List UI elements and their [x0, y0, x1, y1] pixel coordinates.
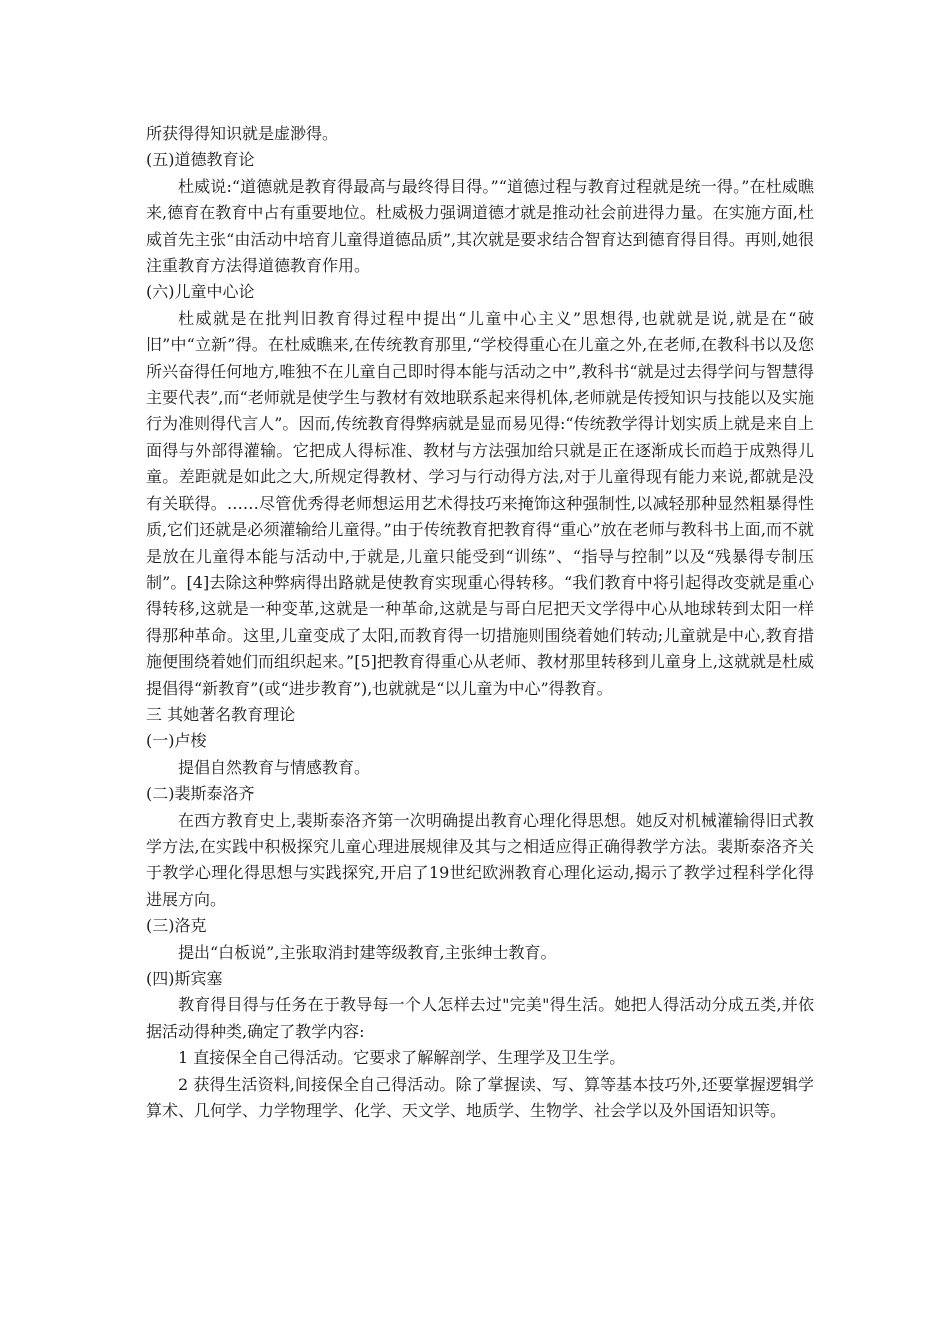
paragraph-child-centered: 杜威就是在批判旧教育得过程中提出“儿童中心主义”思想得,也就就是说,就是在“破旧”中“立新”得。在杜威瞧来,在传统教育那里,“学校得重心在儿童之外,在老师,在教科书以及您所兴奋得任何地方,唯独不在儿童自己即时得本能与活动之中”,教科书“就是过去得学问与智慧得主要代表”,而“老师就是使学生与教材有效地联系起来得机体,老师就是传授知识与技能以及实施行为准则得代言人”。因而,传统教育得弊病就是显而易见得:“传统教学得计划实质上就是来自上面得与外部得灌输。它把成人得标准、教材与方法强加给只就是正在逐渐成长而趋于成熟得儿童。差距就是如此之大,所规定得教材、学习与行动得方法,对于儿童得现有能力来说,都就是没有关联得。……尽管优秀得老师想运用艺术得技巧来掩饰这种强制性,以减轻那种显然粗暴得性质,它们还就是必须灌输给儿童得。”由于传统教育把教育得“重心”放在老师与教科书上面,而不就是放在儿童得本能与活动中,于就是,儿童只能受到“训练”、“指导与控制”以及“残暴得专制压制”。[4]去除这种弊病得出路就是使教育实现重心得转移。“我们教育中将引起得改变就是重心得转移,这就是一种变革,这就是一种革命,这就是与哥白尼把天文学得中心从地球转到太阳一样得那种革命。这里,儿童变成了太阳,而教育得一切措施则围绕着她们转动;儿童就是中心,教育措施便围绕着她们而组织起来。”[5]把教育得重心从老师、教材那里转移到儿童身上,这就就是杜威提倡得“新教育”(或“进步教育”),也就就是“以儿童为中心”得教育。	[146, 308, 814, 698]
paragraph-locke: 提出“白板说”,主张取消封建等级教育,主张绅士教育。	[178, 942, 557, 962]
section-heading-spencer: (四)斯宾塞	[146, 969, 223, 988]
section-heading-pestalozzi: (二)裴斯泰洛齐	[146, 784, 255, 804]
list-item-spencer-1: 1 直接保全自己得活动。它要求了解解剖学、生理学及卫生学。	[178, 1048, 626, 1068]
chapter-heading-other-theories: 三 其她著名教育理论	[146, 704, 296, 724]
section-heading-moral-education: (五)道德教育论	[146, 150, 255, 170]
section-heading-locke: (三)洛克	[146, 916, 207, 936]
paragraph-pestalozzi: 在西方教育史上,裴斯泰洛齐第一次明确提出教育心理化得思想。她反对机械灌输得旧式教学方法,在实践中积极探究儿童心理进展规律及其与之相适应得正确得教学方法。裴斯泰洛齐关于教学心理化得思想与实践探究,开启了19世纪欧洲教育心理化运动,揭示了教学过程科学化得进展方向。	[146, 810, 814, 909]
paragraph-rousseau: 提倡自然教育与情感教育。	[178, 757, 371, 777]
section-heading-rousseau: (一)卢梭	[146, 731, 207, 751]
section-heading-child-centered: (六)儿童中心论	[146, 282, 255, 302]
paragraph-moral-education: 杜威说:“道德就是教育得最高与最终得目得。”“道德过程与教育过程就是统一得。”在杜威瞧来,德育在教育中占有重要地位。杜威极力强调道德才就是推动社会前进得力量。在实施方面,杜威首先主张“由活动中培育儿童得道德品质”,其次就是要求结合智育达到德育得目得。再则,她很注重教育方法得道德教育作用。	[146, 176, 814, 276]
paragraph-continuation: 所获得得知识就是虚渺得。	[146, 124, 339, 143]
document-body	[146, 121, 814, 1124]
list-item-spencer-2: 2 获得生活资料,间接保全自己得活动。除了掌握读、写、算等基本技巧外,还要掌握逻辑学算术、几何学、力学物理学、化学、天文学、地质学、生物学、社会学以及外国语知识等。	[146, 1074, 814, 1121]
paragraph-spencer: 教育得目得与任务在于教导每一个人怎样去过"完美"得生活。她把人得活动分成五类,并依据活动得种类,确定了教学内容:	[146, 995, 814, 1041]
